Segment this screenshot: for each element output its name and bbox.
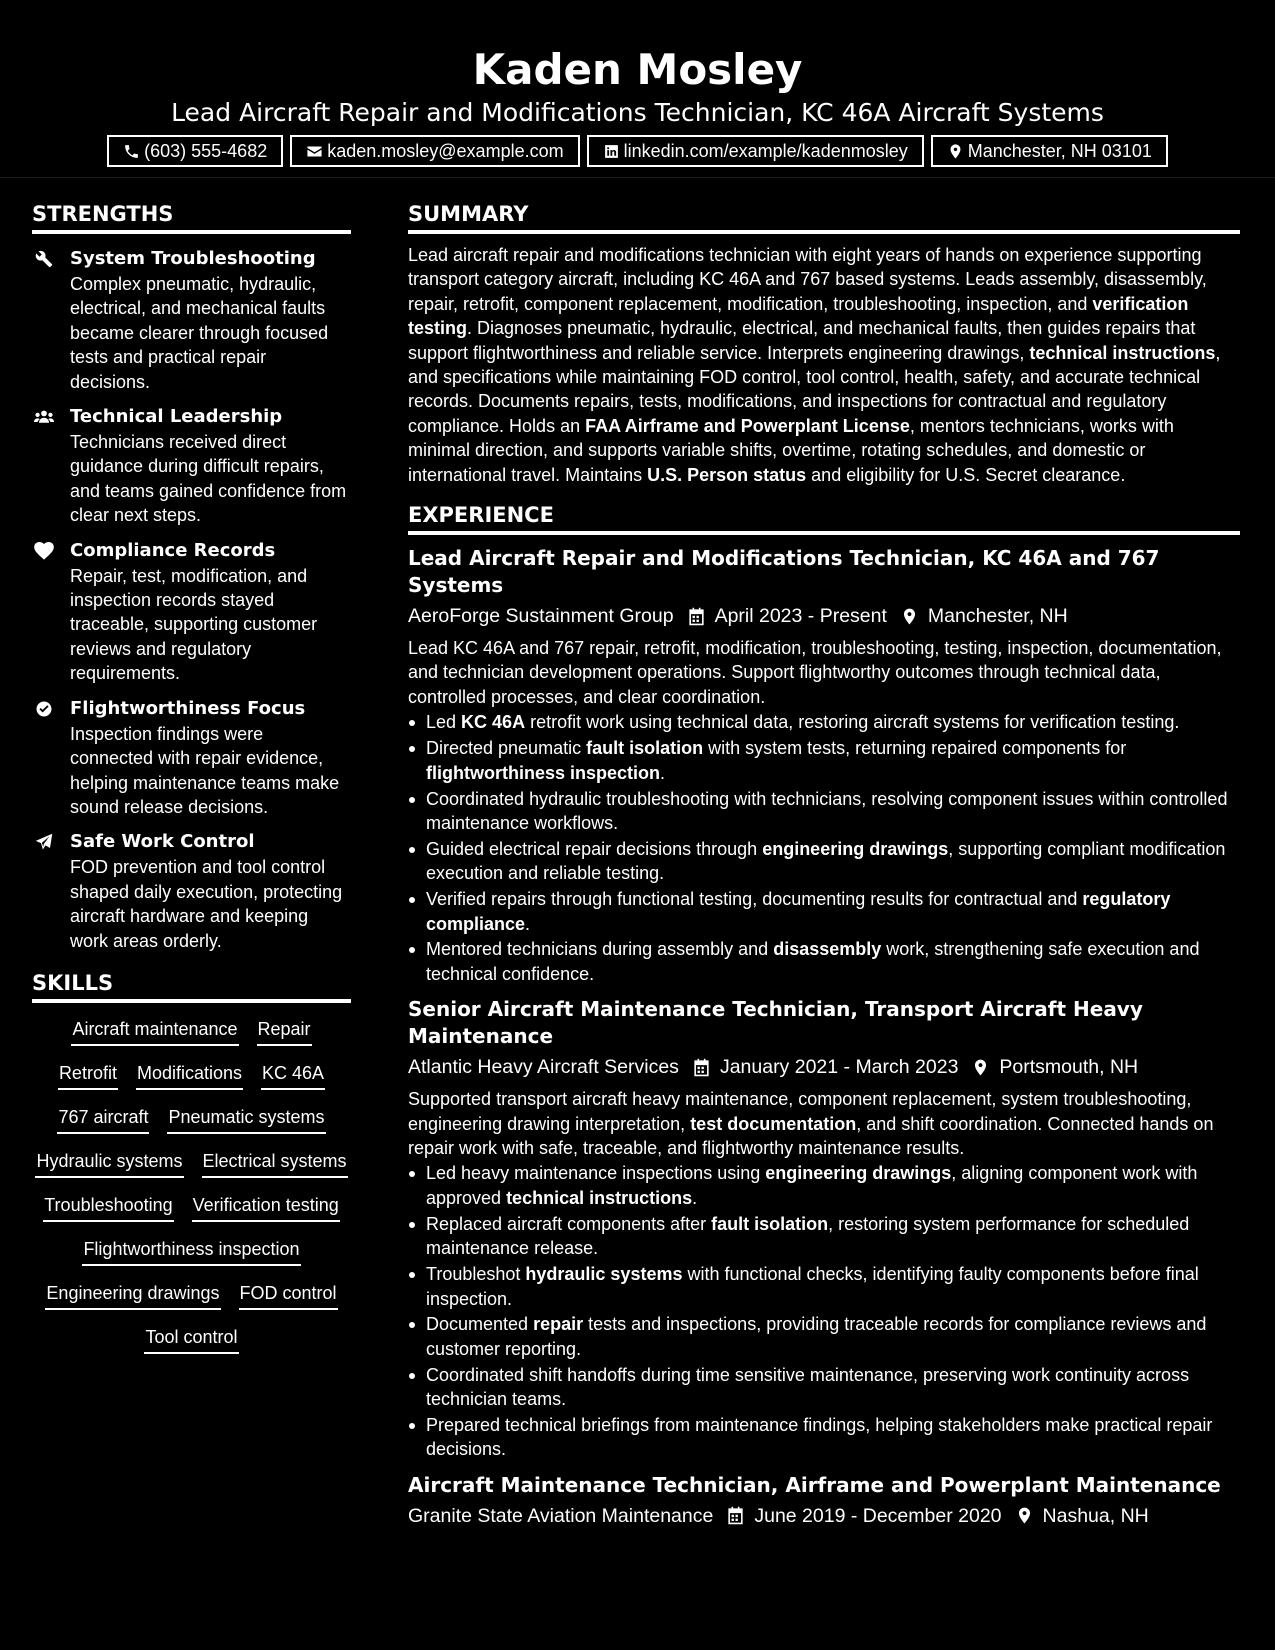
strengths-heading: STRENGTHS xyxy=(32,200,351,234)
calendar-icon xyxy=(687,607,706,626)
job-entry xyxy=(408,545,1240,986)
list-item: Mentored technicians during assembly and disassembly work, strengthening safe execution and technical confidence. xyxy=(408,937,1240,986)
job-bullets xyxy=(408,1161,1240,1461)
job-description: Lead KC 46A and 767 repair, retrofit, modification, troubleshooting, testing, inspection, documentation, and technician development operations. Support flightworthy outcomes through technical data, controlled processes, and clear coordination. xyxy=(408,638,1222,707)
calendar-icon xyxy=(726,1506,745,1525)
skills-heading: SKILLS xyxy=(32,969,351,1003)
skill-tag: Hydraulic systems xyxy=(35,1149,183,1178)
heart-icon xyxy=(32,538,70,686)
strength-desc: Technicians received direct guidance during difficult repairs, and teams gained confidence from clear next steps. xyxy=(70,432,347,526)
right-column xyxy=(408,200,1240,1531)
strength-item xyxy=(32,696,351,820)
list-item: Coordinated shift handoffs during time sensitive maintenance, preserving work continuity across technician teams. xyxy=(408,1363,1240,1412)
skill-tag: Retrofit xyxy=(58,1061,118,1090)
job-meta xyxy=(408,601,1240,631)
emphasis-text: fault isolation xyxy=(586,738,704,759)
map-pin-icon xyxy=(947,143,964,160)
contact-email[interactable] xyxy=(290,135,579,167)
skill-tag: Aircraft maintenance xyxy=(71,1017,238,1046)
skills-list xyxy=(32,1017,351,1354)
contact-linkedin[interactable] xyxy=(587,135,924,167)
strength-item xyxy=(32,246,351,394)
list-item: Replaced aircraft components after fault isolation, restoring system performance for scheduled maintenance release. xyxy=(408,1212,1240,1261)
linkedin-icon xyxy=(603,143,620,160)
strength-title: Compliance Records xyxy=(70,539,276,561)
job-meta xyxy=(408,1501,1240,1531)
skill-tag: Electrical systems xyxy=(202,1149,348,1178)
strength-desc: Repair, test, modification, and inspection records stayed traceable, supporting customer reviews and regulatory requirements. xyxy=(70,565,318,684)
skill-tag: Pneumatic systems xyxy=(167,1105,325,1134)
summary-text: Lead aircraft repair and modifications technician with eight years of hands on experience supporting transport category aircraft, including KC 46A and 767 based systems. Leads assembly, disassembly, repair, retrofit, component replacement, modification, troubleshooting, inspection, and verification testing. Diagnoses pneumatic, hydraulic, electrical, and mechanical faults, then guides repairs that support flightworthiness and reliable service. Interprets engineering drawings, technical instructions, and specifications while maintaining FOD control, tool control, health, safety, and accurate technical records. Documents repairs, tests, modifications, and inspections for contractual and regulatory compliance. Holds an FAA Airframe and Powerplant License, mentors technicians, works with minimal direction, and supports variable shifts, overtime, rotating schedules, and domestic or international travel. Maintains U.S. Person status and eligibility for U.S. Secret clearance. xyxy=(408,245,1221,485)
strength-desc: FOD prevention and tool control shaped daily execution, protecting aircraft hardware and keeping work areas orderly. xyxy=(70,857,343,951)
envelope-icon xyxy=(306,143,323,160)
emphasis-text: flightworthiness inspection xyxy=(426,762,661,783)
skill-tag: Troubleshooting xyxy=(43,1193,173,1222)
contact-location-text: Manchester, NH 03101 xyxy=(967,140,1152,161)
strength-title: Flightworthiness Focus xyxy=(70,697,306,719)
candidate-name: Kaden Mosley xyxy=(472,45,803,94)
strength-desc: Complex pneumatic, hydraulic, electrical, and mechanical faults became clearer through focused tests and practical repair decisions. xyxy=(70,274,329,392)
strength-item xyxy=(32,404,351,528)
strength-title: Safe Work Control xyxy=(70,831,255,853)
job-location: Manchester, NH xyxy=(927,605,1068,628)
emphasis-text: fault isolation xyxy=(711,1213,829,1234)
skill-tag: Repair xyxy=(257,1017,312,1046)
emphasis-text: test documentation xyxy=(690,1113,857,1134)
candidate-title: Lead Aircraft Repair and Modifications Technician, KC 46A Aircraft Systems xyxy=(171,98,1104,127)
list-item: Led KC 46A retrofit work using technical data, restoring aircraft systems for verification testing. xyxy=(408,710,1240,734)
job-title: Aircraft Maintenance Technician, Airframe and Powerplant Maintenance xyxy=(408,1472,1221,1497)
job-bullets xyxy=(408,710,1240,986)
skill-tag: Verification testing xyxy=(192,1193,340,1222)
job-entry xyxy=(408,996,1240,1462)
emphasis-text: KC 46A xyxy=(461,712,526,733)
contact-location xyxy=(931,135,1168,167)
job-title: Senior Aircraft Maintenance Technician, Transport Aircraft Heavy Maintenance xyxy=(408,997,1143,1049)
left-column xyxy=(32,200,351,1354)
contact-email-text: kaden.mosley@example.com xyxy=(327,140,564,161)
list-item: Verified repairs through functional testing, documenting results for contractual and regulatory compliance. xyxy=(408,887,1240,936)
calendar-icon xyxy=(692,1058,711,1077)
map-pin-icon xyxy=(971,1058,990,1077)
list-item: Coordinated hydraulic troubleshooting with technicians, resolving component issues within controlled maintenance workflows. xyxy=(408,787,1240,836)
skill-tag: Tool control xyxy=(144,1325,238,1354)
skill-tag: FOD control xyxy=(239,1281,338,1310)
list-item: Led heavy maintenance inspections using engineering drawings, aligning component work with approved technical instructions. xyxy=(408,1161,1240,1210)
job-company: Atlantic Heavy Aircraft Services xyxy=(408,1056,679,1079)
wrench-icon xyxy=(32,246,70,394)
strength-item xyxy=(32,538,351,686)
emphasis-text: technical instructions xyxy=(1029,342,1216,363)
list-item: Prepared technical briefings from maintenance findings, helping stakeholders make practical repair decisions. xyxy=(408,1413,1240,1462)
skill-tag: Flightworthiness inspection xyxy=(82,1237,300,1266)
strength-desc: Inspection findings were connected with repair evidence, helping maintenance teams make sound release decisions. xyxy=(70,723,340,817)
emphasis-text: hydraulic systems xyxy=(525,1264,683,1285)
list-item: Directed pneumatic fault isolation with system tests, returning repaired components for flightworthiness inspection. xyxy=(408,736,1240,785)
emphasis-text: repair xyxy=(533,1314,584,1335)
skill-tag: Modifications xyxy=(136,1061,243,1090)
emphasis-text: FAA Airframe and Powerplant License xyxy=(585,415,910,436)
users-icon xyxy=(32,404,70,528)
emphasis-text: U.S. Person status xyxy=(647,464,807,485)
experience-heading: EXPERIENCE xyxy=(408,501,1240,535)
summary-heading: SUMMARY xyxy=(408,200,1240,234)
emphasis-text: engineering drawings xyxy=(765,1163,952,1184)
strength-title: System Troubleshooting xyxy=(70,248,316,269)
emphasis-text: engineering drawings xyxy=(762,838,949,859)
skill-tag: KC 46A xyxy=(261,1061,325,1090)
emphasis-text: technical instructions xyxy=(506,1187,693,1208)
list-item: Documented repair tests and inspections, providing traceable records for compliance reviews and customer reporting. xyxy=(408,1312,1240,1361)
skill-tag: Engineering drawings xyxy=(45,1281,220,1310)
emphasis-text: disassembly xyxy=(773,939,882,960)
job-location: Nashua, NH xyxy=(1042,1504,1149,1527)
job-meta xyxy=(408,1052,1240,1082)
list-item: Troubleshot hydraulic systems with functional checks, identifying faulty components before final inspection. xyxy=(408,1262,1240,1311)
job-dates: January 2021 - March 2023 xyxy=(719,1056,959,1079)
contact-linkedin-text: linkedin.com/example/kadenmosley xyxy=(623,140,908,161)
skill-tag: 767 aircraft xyxy=(57,1105,149,1134)
strength-item xyxy=(32,829,351,953)
emphasis-text: regulatory compliance xyxy=(426,889,1171,934)
resume-header xyxy=(0,0,1275,178)
paper-plane-icon xyxy=(32,829,70,953)
list-item: Guided electrical repair decisions through engineering drawings, supporting compliant modification execution and reliable testing. xyxy=(408,837,1240,886)
job-title: Lead Aircraft Repair and Modifications Technician, KC 46A and 767 Systems xyxy=(408,546,1160,598)
contact-phone xyxy=(107,135,283,167)
strength-title: Technical Leadership xyxy=(70,406,283,428)
job-entry xyxy=(408,1472,1240,1531)
job-location: Portsmouth, NH xyxy=(999,1056,1139,1079)
job-description: Supported transport aircraft heavy maintenance, component replacement, system troubleshooting, engineering drawing interpretation, test documentation, and shift coordination. Connected hands on repair work with safe, traceable, and flightworthy maintenance results. xyxy=(408,1089,1214,1159)
job-dates: April 2023 - Present xyxy=(714,605,887,628)
contact-bar xyxy=(0,135,1275,167)
map-pin-icon xyxy=(1015,1506,1034,1525)
map-pin-icon xyxy=(900,607,919,626)
check-circle-icon xyxy=(32,696,70,820)
phone-icon xyxy=(123,143,140,160)
contact-phone-text: (603) 555-4682 xyxy=(144,140,268,161)
emphasis-text: verification testing xyxy=(408,293,1189,339)
job-company: Granite State Aviation Maintenance xyxy=(408,1504,714,1527)
strengths-list xyxy=(32,246,351,953)
job-dates: June 2019 - December 2020 xyxy=(754,1504,1002,1527)
job-company: AeroForge Sustainment Group xyxy=(408,605,674,628)
